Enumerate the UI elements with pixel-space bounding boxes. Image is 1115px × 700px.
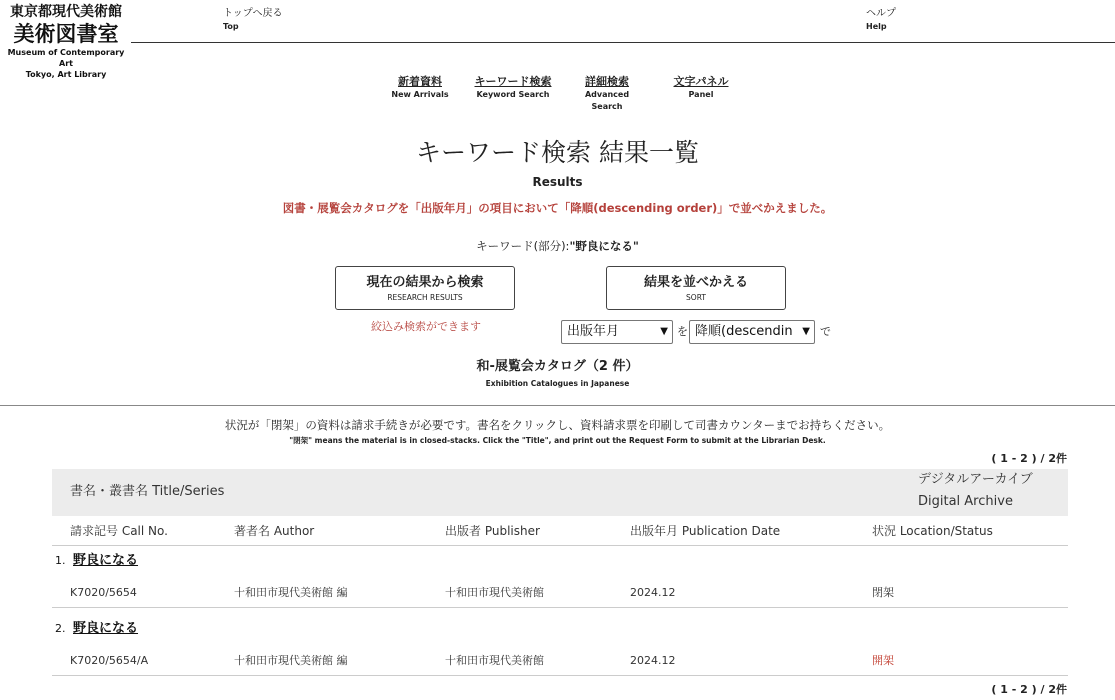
- catalog-title: 和-展覧会カタログ（2 件）: [476, 359, 639, 374]
- table-header: [52, 469, 1068, 516]
- header-author: 著者名 Author: [234, 524, 315, 538]
- header-title-series: 書名・叢書名 Title/Series: [70, 484, 225, 499]
- header-digital-archive-jp: デジタルアーカイブ: [918, 472, 1033, 487]
- nav-new-arrivals-en: New Arrivals: [391, 90, 449, 99]
- keyword-label: キーワード(部分):: [476, 239, 570, 253]
- chevron-down-icon: ▼: [802, 321, 810, 343]
- nav-advanced-search[interactable]: [570, 75, 644, 113]
- logo-en-line1: Museum of Contemporary Art: [7, 48, 125, 68]
- row-divider: [52, 607, 1068, 608]
- table-row: [52, 619, 1068, 675]
- header-status: 状況 Location/Status: [872, 524, 993, 538]
- help-link[interactable]: [866, 7, 896, 33]
- row-date: 2024.12: [630, 654, 676, 667]
- keyword-value: "野良になる": [569, 239, 639, 253]
- header-publication-date: 出版年月 Publication Date: [630, 524, 781, 538]
- sort-order-select[interactable]: [689, 320, 815, 344]
- logo-museum-name: 東京都現代美術館: [10, 4, 122, 20]
- sort-results-button[interactable]: [606, 266, 786, 310]
- keyword-line: [0, 238, 1115, 254]
- row-number: 2.: [55, 622, 66, 635]
- row-status: 閉架: [872, 586, 894, 599]
- sort-field-value: 出版年月: [567, 324, 620, 339]
- result-count-top: ( 1 - 2 ) / 2件: [991, 452, 1067, 465]
- header-publisher: 出版者 Publisher: [445, 524, 540, 538]
- logo-library-name: 美術図書室: [13, 22, 119, 46]
- table-subheader: [52, 516, 1068, 546]
- status-note: 状況が「閉架」の資料は請求手続きが必要です。書名をクリックし、資料請求票を印刷して司書カウンターまでお持ちください。: [224, 418, 891, 432]
- row-publisher: 十和田市現代美術館: [445, 586, 544, 599]
- sort-button-jp: 結果を並べかえる: [643, 275, 748, 290]
- row-title-link[interactable]: 野良になる: [73, 621, 139, 636]
- logo-en-line2: Tokyo, Art Library: [25, 70, 107, 79]
- catalog-title-en: Exhibition Catalogues in Japanese: [485, 379, 630, 388]
- nav-keyword-search-jp: キーワード検索: [474, 75, 552, 88]
- nav-panel[interactable]: [668, 75, 734, 101]
- sort-notice: 図書・展覧会カタログを「出版年月」の項目において「降順(descending order)」で並べかえました。: [282, 201, 833, 215]
- row-date: 2024.12: [630, 586, 676, 599]
- nav-panel-en: Panel: [688, 90, 714, 99]
- row-title-link[interactable]: 野良になる: [73, 553, 139, 568]
- row-publisher: 十和田市現代美術館: [445, 654, 544, 667]
- top-link-jp: トップへ戻る: [223, 8, 283, 19]
- research-button-jp: 現在の結果から検索: [366, 275, 484, 290]
- nav-new-arrivals[interactable]: [390, 75, 450, 101]
- nav-keyword-search[interactable]: [470, 75, 556, 101]
- row-number: 1.: [55, 554, 66, 567]
- narrow-search-note: 絞込み検索ができます: [371, 320, 481, 333]
- sort-button-en: SORT: [686, 293, 706, 302]
- nav-new-arrivals-jp: 新着資料: [398, 75, 442, 88]
- research-button-en: RESEARCH RESULTS: [387, 293, 463, 302]
- help-link-en: Help: [866, 22, 887, 31]
- table-row: [52, 551, 1068, 607]
- nav-keyword-search-en: Keyword Search: [476, 90, 550, 99]
- header-divider: [131, 42, 1115, 43]
- top-link[interactable]: [223, 7, 283, 33]
- sort-field-select[interactable]: [561, 320, 673, 344]
- header-digital-archive-en: Digital Archive: [918, 494, 1013, 509]
- top-link-en: Top: [223, 22, 239, 31]
- nav-advanced-search-jp: 詳細検索: [585, 75, 629, 88]
- help-link-jp: ヘルプ: [866, 8, 896, 19]
- row-author: 十和田市現代美術館 編: [234, 654, 348, 667]
- page-title-en: Results: [532, 175, 583, 189]
- main-nav: [0, 75, 1115, 111]
- chevron-down-icon: ▼: [660, 326, 668, 337]
- row-call-no: K7020/5654: [70, 586, 137, 599]
- nav-advanced-search-en: Advanced Search: [584, 90, 630, 111]
- row-call-no: K7020/5654/A: [70, 654, 149, 667]
- research-results-button[interactable]: [335, 266, 515, 310]
- page-title: キーワード検索 結果一覧: [416, 138, 699, 167]
- row-divider: [52, 675, 1068, 676]
- header-call-no: 請求記号 Call No.: [70, 524, 168, 538]
- sort-order-value: 降順(descendin: [695, 324, 793, 339]
- row-author: 十和田市現代美術館 編: [234, 586, 348, 599]
- nav-panel-jp: 文字パネル: [673, 75, 729, 88]
- row-status: 開架: [872, 654, 894, 667]
- result-count-bottom: ( 1 - 2 ) / 2件: [991, 683, 1067, 696]
- sort-sep-1: を: [677, 325, 688, 338]
- sort-sep-2: で: [820, 325, 831, 338]
- section-divider: [0, 405, 1115, 406]
- status-note-en: "閉架" means the material is in closed-stacks. Click the "Title", and print out the Request Form to submit at the Librarian Desk.: [289, 436, 826, 445]
- library-logo[interactable]: [4, 4, 128, 80]
